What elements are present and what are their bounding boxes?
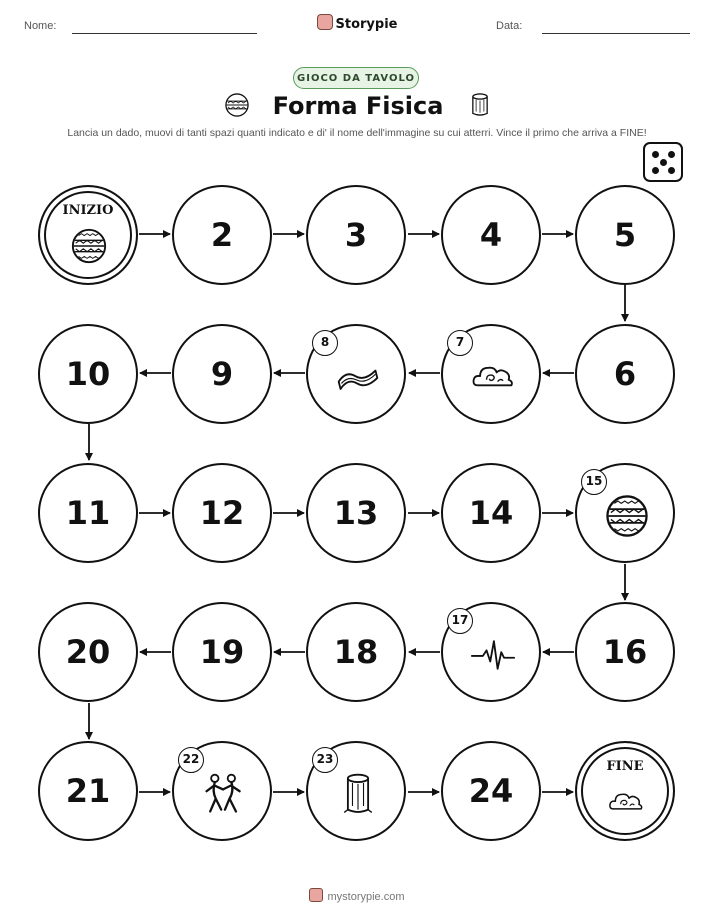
space-number: 2 <box>210 216 234 254</box>
cloud-icon <box>607 783 645 821</box>
space-11 <box>38 463 138 563</box>
space-number: 16 <box>602 633 648 671</box>
space-24 <box>441 741 541 841</box>
page-title: Forma Fisica <box>272 92 444 120</box>
instructions: Lancia un dado, muovi di tanti spazi quanti indicato e di' il nome dell'immagine su cui atterri. Vince il primo che arriva a FINE! <box>67 127 647 139</box>
dancers-icon <box>201 771 247 817</box>
space-number: 4 <box>479 216 503 254</box>
space-number: 9 <box>210 355 234 393</box>
space-9 <box>172 324 272 424</box>
ball-icon <box>604 493 650 539</box>
space-number-badge: 15 <box>581 469 607 495</box>
brand-name: Storypie <box>335 17 398 32</box>
space-13 <box>306 463 406 563</box>
footer-url[interactable]: mystorypie.com <box>327 891 405 903</box>
date-label: Data: <box>496 20 523 32</box>
space-number: 11 <box>65 494 111 532</box>
storypie-logo-icon <box>309 888 323 902</box>
space-10 <box>38 324 138 424</box>
space-number: 19 <box>199 633 245 671</box>
space-number: 24 <box>468 772 514 810</box>
space-12 <box>172 463 272 563</box>
space-number: 18 <box>333 633 379 671</box>
cloud-icon <box>470 354 516 400</box>
space-number: 5 <box>613 216 637 254</box>
finish-label: FINE <box>606 759 644 774</box>
space-8 <box>306 324 406 424</box>
space-5 <box>575 185 675 285</box>
space-3 <box>306 185 406 285</box>
space-number-badge: 7 <box>447 330 473 356</box>
space-22 <box>172 741 272 841</box>
start-label: INIZIO <box>62 203 114 218</box>
space-number: 6 <box>613 355 637 393</box>
space-number: 12 <box>199 494 245 532</box>
heartbeat-icon <box>470 632 516 678</box>
space-14 <box>441 463 541 563</box>
space-18 <box>306 602 406 702</box>
space-number-badge: 17 <box>447 608 473 634</box>
space-number-badge: 23 <box>312 747 338 773</box>
space-16 <box>575 602 675 702</box>
space-number: 14 <box>468 494 514 532</box>
space-6 <box>575 324 675 424</box>
space-number: 20 <box>65 633 111 671</box>
space-19 <box>172 602 272 702</box>
space-20 <box>38 602 138 702</box>
name-label: Nome: <box>24 20 57 32</box>
space-7 <box>441 324 541 424</box>
bacon-icon <box>335 354 381 400</box>
space-number: 13 <box>333 494 379 532</box>
space-4 <box>441 185 541 285</box>
footer <box>0 888 714 903</box>
space-21 <box>38 741 138 841</box>
ball-icon <box>70 227 108 265</box>
log-icon <box>335 771 381 817</box>
space-finish <box>575 741 675 841</box>
space-15 <box>575 463 675 563</box>
space-23 <box>306 741 406 841</box>
space-number: 3 <box>344 216 368 254</box>
space-start <box>38 185 138 285</box>
space-number-badge: 8 <box>312 330 338 356</box>
space-number: 21 <box>65 772 111 810</box>
space-number: 10 <box>65 355 111 393</box>
game-type-badge: GIOCO DA TAVOLO <box>293 67 419 89</box>
space-number-badge: 22 <box>178 747 204 773</box>
space-2 <box>172 185 272 285</box>
space-17 <box>441 602 541 702</box>
